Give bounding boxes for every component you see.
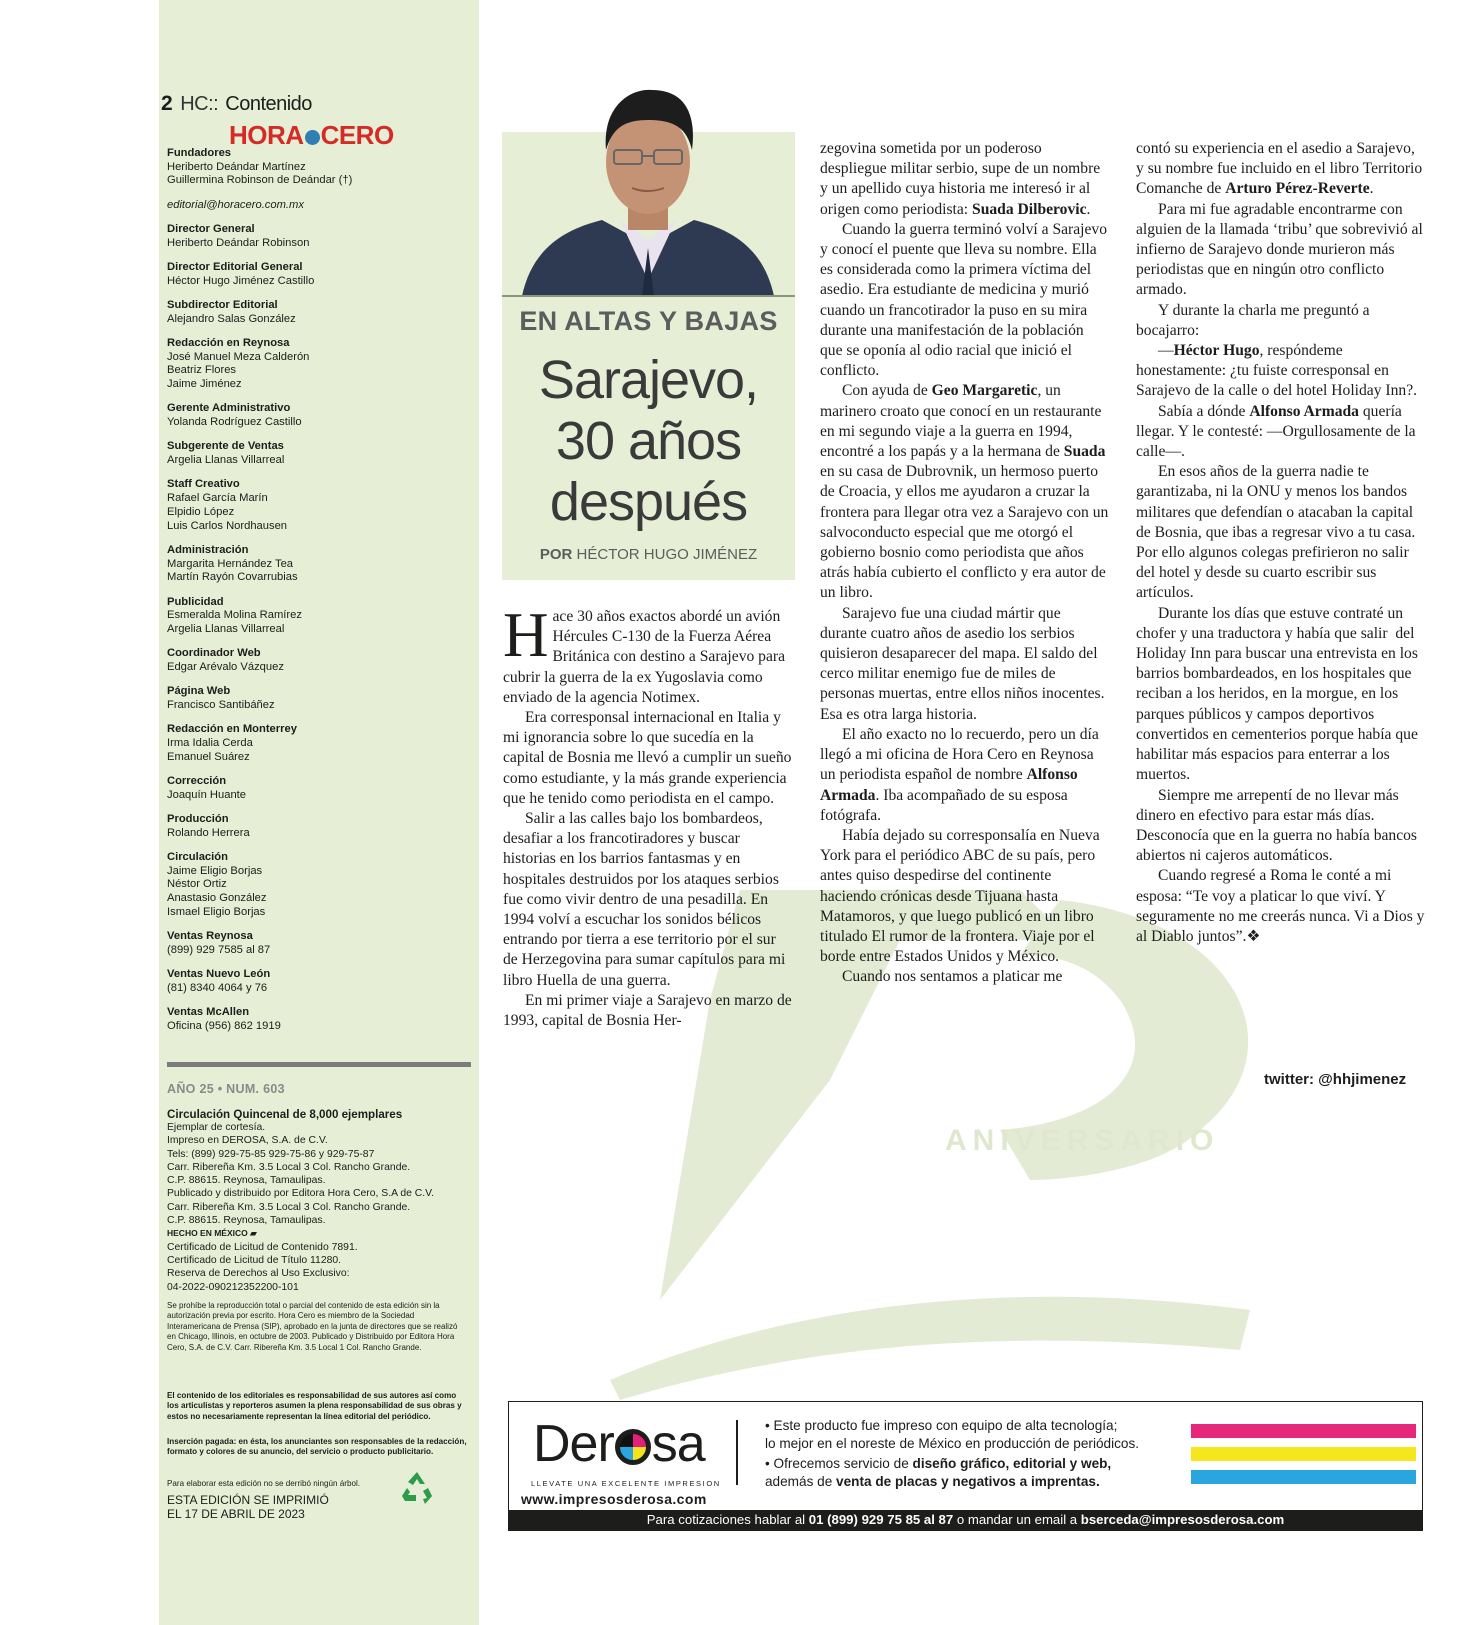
headline-line-1: Sarajevo, [538,350,759,410]
article-paragraph: Para mi fue agradable encontrarme con alguien de la llamada ‘tribu’ que sobrevivió al infierno de Sarajevo donde murieron más periodistas que en ningún otro conflicto armado. [1136,200,1423,299]
print-date-line-1: ESTA EDICIÓN SE IMPRIMIÓ [167,1493,329,1507]
staff-name: Heriberto Deándar Martínez [167,160,306,173]
article-paragraph: En mi primer viaje a Sarajevo en marzo de 1993, capital de Bosnia Her- [503,991,792,1030]
staff-role: Producción [167,812,229,825]
magenta-bar [1191,1424,1416,1438]
circulation-title: Circulación Quincenal de 8,000 ejemplares [167,1108,403,1121]
no-trees-notice: Para elaborar esta edición no se derribó ningún árbol. [167,1479,361,1488]
ad-line-2: lo mejor en el noreste de México en producción de periódicos. [765,1436,1140,1451]
logo-text-right: CERO [320,120,394,150]
circulation-line: Carr. Ribereña Km. 3.5 Local 3 Col. Rancho Grande. [167,1161,411,1173]
staff-block [167,596,467,637]
staff-block [167,261,467,288]
staff-role: Ventas Reynosa [167,930,253,943]
article-paragraph: Cuando regresé a Roma le conté a mi esposa: “Te voy a platicar lo que viví. Y seguramente no me creerás nunca. Vi a Dios y al Diablo juntos”.❖ [1136,867,1425,945]
headline-line-3: después [549,472,748,532]
article-paragraph: zegovina sometida por un poderoso despliegue militar serbio, supe de un nombre y un apellido cuya historia me interesó ir al origen como periodista: Suada Dilberovic. [820,140,1101,218]
byline-por: POR [539,546,573,563]
article-paragraph: Sabía a dónde Alfonso Armada quería llegar. Y le contesté: —Orgullosamente de la calle—. [1136,402,1416,461]
byline-author: HÉCTOR HUGO JIMÉNEZ [576,546,758,563]
circulation-line: Tels: (899) 929-75-85 929-75-86 y 929-75-87 [167,1148,375,1160]
staff-directory [167,147,467,1044]
staff-name: Esmeralda Molina Ramírez [167,609,302,622]
certificate-line: Reserva de Derechos al Uso Exclusivo: [167,1268,350,1280]
section-title: Contenido [225,93,312,115]
certificate-line: 04-2022-090212352200-101 [167,1281,299,1293]
cyan-bar [1191,1470,1416,1484]
staff-name: José Manuel Meza Calderón [167,350,310,363]
cmyk-circle-icon [615,1429,651,1465]
staff-role: Página Web [167,685,231,698]
certificate-line: Certificado de Licitud de Contenido 7891. [167,1241,358,1253]
staff-name: Rafael García Marín [167,492,268,505]
staff-block [167,478,467,533]
author-twitter: twitter: @hhjimenez [1264,1071,1407,1088]
staff-block [167,775,467,802]
circulation-info [167,1108,467,1294]
drop-cap: H [503,600,549,670]
staff-role: Director Editorial General [167,261,303,273]
staff-role: Gerente Administrativo [167,402,291,415]
logo-part-2: sa [651,1415,705,1473]
staff-role: Ventas McAllen [167,1006,250,1019]
ad-divider [736,1420,738,1485]
staff-name: Elpidio López [167,505,235,518]
staff-name: Anastasio González [167,892,267,905]
article-paragraph: Con ayuda de Geo Margaretic, un marinero croato que conocí en un restaurante en mi segundo viaje a la guerra en 1994, encontré a los papás y a la hermana de Suada en su casa de Dubrovnik, un hermoso puerto de Croacia, y ellos me ayudaron a cruzar la frontera para llegar otra vez a Sarajevo con un salvoconducto especial que me otorgó el gobierno bosnio como periodista que años atrás había cubierto el conflicto y era autor de un libro. [820,382,1109,602]
page-number: 2 [161,92,173,115]
staff-block [167,813,467,840]
staff-role: Subdirector Editorial [167,299,278,311]
derosa-logo [533,1414,705,1474]
ad-line-3 [765,1455,1175,1473]
staff-name: Margarita Hernández Tea [167,557,294,570]
staff-block [167,544,467,585]
staff-block [167,147,467,188]
staff-block [167,402,467,429]
staff-name: Joaquín Huante [167,788,246,801]
yellow-bar [1191,1447,1416,1461]
print-date [167,1494,329,1521]
article-paragraph: Siempre me arrepentí de no llevar más dinero en efectivo para estar más días. Desconocía que en la guerra no había bancos abiertos ni cajeros automáticos. [1136,786,1417,865]
ad-tagline: LLEVATE UNA EXCELENTE IMPRESION [531,1479,721,1488]
ad-line-1: • Este producto fue impreso con equipo de alta tecnología; [765,1418,1118,1433]
author-photo [502,80,795,296]
staff-name: (81) 8340 4064 y 76 [167,981,268,994]
sidebar-divider [167,1062,471,1067]
staff-name: Irma Idalia Cerda [167,736,253,749]
staff-name: Argelia Llanas Villarreal [167,454,285,467]
ad-line-4-text: además de [765,1474,837,1489]
staff-name: Guillermina Robinson de Deándar (†) [167,174,353,187]
page-header [161,92,312,116]
staff-name: Heriberto Deándar Robinson [167,236,310,249]
article-paragraph: Cuando nos sentamos a platicar me [842,968,1063,986]
staff-role: Ventas Nuevo León [167,968,271,981]
certificate-line: Certificado de Licitud de Título 11280. [167,1254,342,1266]
staff-block [167,337,467,392]
staff-name: Luis Carlos Nordhausen [167,519,288,532]
made-in-mexico [167,1227,467,1240]
footer-phone: 01 (899) 929 75 85 al 87 [808,1512,954,1527]
made-in-mexico-label: HECHO EN MÉXICO [167,1228,248,1239]
circulation-lines [167,1121,467,1227]
article-paragraph: Cuando la guerra terminó volví a Sarajevo y conocí el puente que lleva su nombre. Ella es considerada como la primera víctima del asedio. Era estudiante de medicina y murió cuando un francotirador la puso en su mira durante una manifestación de la población que se oponía al odio racial que inició el conflicto. [820,220,1108,380]
staff-name: Edgar Arévalo Vázquez [167,660,284,673]
staff-name: Emanuel Suárez [167,750,250,763]
recycle-icon [399,1470,435,1506]
staff-role: Fundadores [167,147,232,159]
article-headline [502,350,795,533]
staff-name: Néstor Ortiz [167,878,227,891]
staff-block [167,685,467,712]
staff-name: Francisco Santibáñez [167,698,275,711]
logo-text-left: HORA [229,120,304,150]
staff-block [167,440,467,467]
certificate-lines [167,1241,467,1294]
mexico-flag-icon: ▰ [250,1228,257,1239]
staff-name: Argelia Llanas Villarreal [167,622,285,635]
ad-line-4-bold: venta de placas y negativos a imprentas. [836,1474,1100,1489]
staff-role: Subgerente de Ventas [167,440,284,453]
editorial-disclaimer: El contenido de los editoriales es responsabilidad de sus autores así como los articulistas y reporteros asumen la plena responsabilidad de sus obras y estos no necesariamente representan la línea editorial del periódico. [167,1391,462,1421]
staff-name: Jaime Eligio Borjas [167,864,263,877]
footer-email: bserceda@impresosderosa.com [1080,1512,1285,1527]
article-paragraph: Y durante la charla me preguntó a bocajarro: [1136,301,1370,339]
staff-block [167,723,467,764]
editorial-email[interactable]: editorial@horacero.com.mx [167,198,304,211]
print-date-line-2: EL 17 DE ABRIL DE 2023 [167,1506,305,1521]
article-paragraph: Había dejado su corresponsalía en Nueva York para el periódico ABC de su país, pero antes quiso despedirse del continente haciendo crónicas desde Tijuana hasta Matamoros, y que luego publicó en un libro titulado El rumor de la frontera. Viaje por el borde entre Estados Unidos y México. [820,826,1100,966]
staff-name: Jaime Jiménez [167,378,242,391]
article-paragraph: Era corresponsal internacional en Italia y mi ignorancia sobre lo que sucedía en la capital de Bosnia me llevó a cumplir un sueño como estudiante, y la más grande experiencia que he tenido como periodista en el campo. [503,709,792,807]
paid-insertion-notice: Inserción pagada: en ésta, los anunciantes son responsables de la redacción, formato y colores de su anuncio, del servicio o producto publicitario. [167,1437,467,1457]
globe-icon [305,130,320,145]
staff-role: Director General [167,223,255,235]
staff-role: Redacción en Monterrey [167,723,297,736]
staff-name: Beatriz Flores [167,364,237,377]
derosa-ad [508,1401,1423,1531]
article-paragraph: Durante los días que estuve contraté un chofer y una traductora y había que salir del Holiday Inn para buscar una entrevista en los barrios bombardeados, en los hospitales que reciban a los heridos, en la morgue, en los parques públicos y campos deportivos convertidos en cementerios porque había que habilitar más espacios para enterrar a los muertos. [1136,604,1418,784]
column-section-name: EN ALTAS Y BAJAS [519,306,778,336]
staff-role: Publicidad [167,595,224,608]
article-column-2 [820,139,1110,988]
staff-role: Circulación [167,850,228,863]
staff-block [167,1006,467,1033]
byline [502,546,795,563]
end-mark-icon: ❖ [1246,927,1261,945]
staff-name: (899) 929 7585 al 87 [167,943,271,956]
staff-block [167,199,467,213]
article-paragraph: —Héctor Hugo, respóndeme honestamente: ¿tu fuiste corresponsal en Sarajevo de la calle o del hotel Holiday Inn?. [1136,342,1418,400]
staff-role: Corrección [167,774,227,787]
article-paragraph: Salir a las calles bajo los bombardeos, desafiar a los francotiradores y buscar historias en los barrios fantasmas y en hospitales destruidos por los ataques serbios fue como vivir dentro de una pesadilla. En 1994 volví a escuchar los sonidos bélicos entrando por tierra a ese territorio por el sur de Herzegovina para sumar capítulos para mi libro Huella de una guerra. [503,810,786,989]
circulation-line: C.P. 88615. Reynosa, Tamaulipas. [167,1215,326,1227]
watermark-text: ANIVERSARIO [945,1124,1220,1157]
header-rule [502,295,795,297]
ad-line-3-text: • Ofrecemos servicio de [765,1456,913,1471]
headline-line-2: 30 años [555,411,742,471]
circulation-line: Publicado y distribuido por Editora Hora Cero, S.A de C.V. [167,1188,435,1200]
article-column-1 [503,600,793,1031]
staff-role: Staff Creativo [167,478,240,491]
staff-name: Martín Rayón Covarrubias [167,571,298,584]
staff-name: Héctor Hugo Jiménez Castillo [167,274,315,287]
staff-role: Coordinador Web [167,647,261,660]
staff-name: Oficina (956) 862 1919 [167,1019,281,1032]
section-prefix: HC:: [180,93,219,115]
issue-number: AÑO 25 • NUM. 603 [167,1082,285,1096]
ad-line-4 [765,1473,1175,1491]
staff-name: Rolando Herrera [167,826,250,839]
staff-block [167,223,467,250]
article-paragraph: En esos años de la guerra nadie te garantizaba, ni la ONU y menos los bandos militares que defendían o atacaban la capital de Bosnia, que ibas a regresar vivo a tu casa. Por ello algunos colegas prefirieron no salir del hotel y desde su cuarto escribir sus artículos. [1136,463,1416,602]
ad-website: www.impresosderosa.com [521,1491,707,1507]
article-paragraph: El año exacto no lo recuerdo, pero un día llegó a mi oficina de Hora Cero en Reynosa un periodista español de nombre Alfonso Armada. Iba acompañado de su esposa fotógrafa. [820,725,1099,824]
article-paragraph: Hace 30 años exactos abordé un avión Hércules C-130 de la Fuerza Aérea Británica con destino a Sarajevo para cubrir la guerra de la ex Yugoslavia como enviado de la agencia Notimex. [503,600,786,706]
footer-text-1: Para cotizaciones hablar al [646,1512,809,1527]
staff-block [167,851,467,920]
staff-block [167,299,467,326]
ad-contact-footer [509,1510,1422,1530]
circulation-line: C.P. 88615. Reynosa, Tamaulipas. [167,1175,326,1187]
logo-part-1: Der [533,1415,614,1473]
circulation-line: Carr. Ribereña Km. 3.5 Local 3 Col. Rancho Grande. [167,1201,411,1213]
staff-block [167,930,467,957]
staff-name: Yolanda Rodríguez Castillo [167,416,302,429]
legal-notice: Se prohíbe la reproducción total o parcial del contenido de esta edición sin la autorización previa por escrito. Hora Cero es miembro de la Sociedad Interamericana de Prensa (SIP), aprobado en la junta de directores que se realizó en Chicago, Illinois, en octubre de 2003. Publicado y Distribuido por Editora Hora Cero, S.A. de C.V. Carr. Ribereña Km. 3.5 Local 1 Col. Rancho Grande. [167,1301,458,1352]
staff-block [167,968,467,995]
article-paragraph: Sarajevo fue una ciudad mártir que durante cuatro años de asedio los serbios quisieron desaparecer del mapa. El saldo del cerco militar enemigo fue de miles de personas muertas, entre ellos niños inocentes. Esa es otra larga historia. [820,604,1105,723]
circulation-line: Ejemplar de cortesía. [167,1122,266,1133]
masthead-sidebar [159,0,479,1625]
staff-role: Redacción en Reynosa [167,337,290,349]
circulation-line: Impreso en DEROSA, S.A. de C.V. [167,1135,328,1147]
footer-text-2: o mandar un email a [953,1512,1081,1527]
ad-line-3-bold: diseño gráfico, editorial y web, [912,1456,1112,1471]
article-paragraph: contó su experiencia en el asedio a Sarajevo, y su nombre fue incluido en el libro Territorio Comanche de Arturo Pérez-Reverte. [1136,140,1423,198]
ad-copy [765,1417,1175,1491]
staff-block [167,647,467,674]
staff-name: Alejandro Salas González [167,312,296,325]
staff-name: Ismael Eligio Borjas [167,905,266,918]
staff-role: Administración [167,543,249,556]
article-column-3 [1136,139,1426,947]
